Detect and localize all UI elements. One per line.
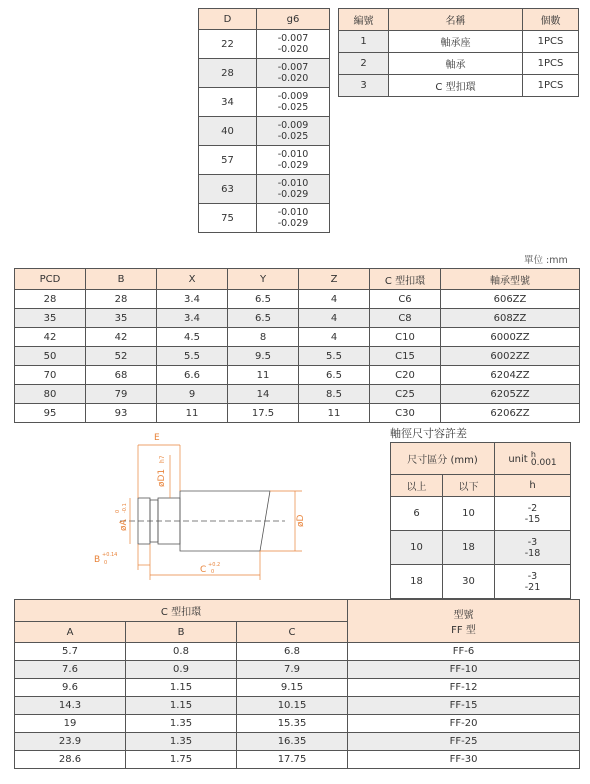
col-header-b: B [86,269,157,290]
label-b: B [94,555,101,565]
label-d1-tolerance: h7 [159,455,166,463]
col-header-model: 型號 FF 型 [348,600,580,643]
cell-g6: -0.007 -0.020 [257,59,330,88]
label-c-tolerance-upper: +0.2 [208,562,221,568]
shaft-tolerance-caption: 軸徑尺寸容許差 [390,427,467,440]
cell-d: 57 [199,146,257,175]
col-header-h: h [495,475,571,497]
label-d1: øD1 [157,468,167,487]
col-header-below: 以下 [443,475,495,497]
col-header-z: Z [299,269,370,290]
table-row: 5.7 0.8 6.8 FF-6 [15,643,580,661]
table-row: 7.6 0.9 7.9 FF-10 [15,661,580,679]
table-row [199,59,330,88]
col-header-y: Y [228,269,299,290]
label-c-tolerance-lower: 0 [211,569,215,575]
cell-qty: 1PCS [523,53,579,75]
cell-qty: 1PCS [523,75,579,97]
col-header-x: X [157,269,228,290]
table-row: 80 79 9 14 8.5 C25 6205ZZ [15,385,580,404]
label-a-tolerance-upper: 0 [115,509,121,513]
label-c: C [200,565,207,575]
table-row: 18 30 -3 -21 [391,565,571,599]
table-row [339,31,579,53]
unit-label: 單位 :mm [524,255,568,266]
cell-d: 40 [199,117,257,146]
col-header-no: 編號 [339,9,389,31]
col-header-size-range: 尺寸區分 (mm) [391,443,495,475]
parts-table [338,8,579,97]
cell-no: 3 [339,75,389,97]
table-row: 9.6 1.15 9.15 FF-12 [15,679,580,697]
table-row: 95 93 11 17.5 11 C30 6206ZZ [15,404,580,423]
table-row: 35 35 3.4 6.5 4 C8 608ZZ [15,309,580,328]
shaft-tolerance-table [390,442,571,599]
table-row: 28.6 1.75 17.75 FF-30 [15,751,580,769]
table-row: 23.9 1.35 16.35 FF-25 [15,733,580,751]
table-row: 6 10 -2 -15 [391,497,571,531]
table-row: 10 18 -3 -18 [391,531,571,565]
table-row: 42 42 4.5 8 4 C10 6000ZZ [15,328,580,347]
cell-no: 2 [339,53,389,75]
label-a-tolerance-lower: -0.1 [122,503,128,513]
col-header-unit: unit h 0.001 [495,443,571,475]
cell-name: 軸承 [389,53,523,75]
cell-d: 22 [199,30,257,59]
table-row [199,175,330,204]
table-row: 50 52 5.5 9.5 5.5 C15 6002ZZ [15,347,580,366]
shaft-technical-drawing [80,425,330,585]
table-row [339,53,579,75]
col-header-d: D [199,9,257,30]
cell-qty: 1PCS [523,31,579,53]
col-header-pcd: PCD [15,269,86,290]
cell-d: 34 [199,88,257,117]
table-row: 70 68 6.6 11 6.5 C20 6204ZZ [15,366,580,385]
label-e: E [154,433,160,443]
col-header-above: 以上 [391,475,443,497]
cell-d: 28 [199,59,257,88]
table-row: 28 28 3.4 6.5 4 C6 606ZZ [15,290,580,309]
cell-g6: -0.010 -0.029 [257,175,330,204]
cell-g6: -0.009 -0.025 [257,117,330,146]
label-d: øD [296,514,306,527]
label-b-tolerance-upper: +0.14 [102,552,118,558]
cell-d: 75 [199,204,257,233]
cell-g6: -0.009 -0.025 [257,88,330,117]
col-header-clip-ring-group: C 型扣環 [15,600,348,622]
cell-no: 1 [339,31,389,53]
table-row [199,88,330,117]
table-row: 19 1.35 15.35 FF-20 [15,715,580,733]
table-row [339,75,579,97]
col-header-a: A [15,622,126,643]
cell-g6: -0.010 -0.029 [257,204,330,233]
table-row [199,30,330,59]
col-header-c: C [237,622,348,643]
col-header-qty: 個數 [523,9,579,31]
col-header-g6: g6 [257,9,330,30]
clip-ring-table [14,599,580,769]
col-header-bearing-model: 軸承型號 [441,269,580,290]
table-row [199,204,330,233]
dimensions-header-row [15,269,580,290]
table-row [199,117,330,146]
cell-name: 軸承座 [389,31,523,53]
table-row [199,146,330,175]
dimensions-table [14,268,580,423]
label-b-tolerance-lower: 0 [104,560,108,566]
table-row: 14.3 1.15 10.15 FF-15 [15,697,580,715]
cell-g6: -0.010 -0.029 [257,146,330,175]
label-a: øA [119,519,129,531]
cell-name: C 型扣環 [389,75,523,97]
col-header-b: B [126,622,237,643]
col-header-name: 名稱 [389,9,523,31]
cell-g6: -0.007 -0.020 [257,30,330,59]
g6-tolerance-table [198,8,330,233]
col-header-clip-ring: C 型扣環 [370,269,441,290]
cell-d: 63 [199,175,257,204]
